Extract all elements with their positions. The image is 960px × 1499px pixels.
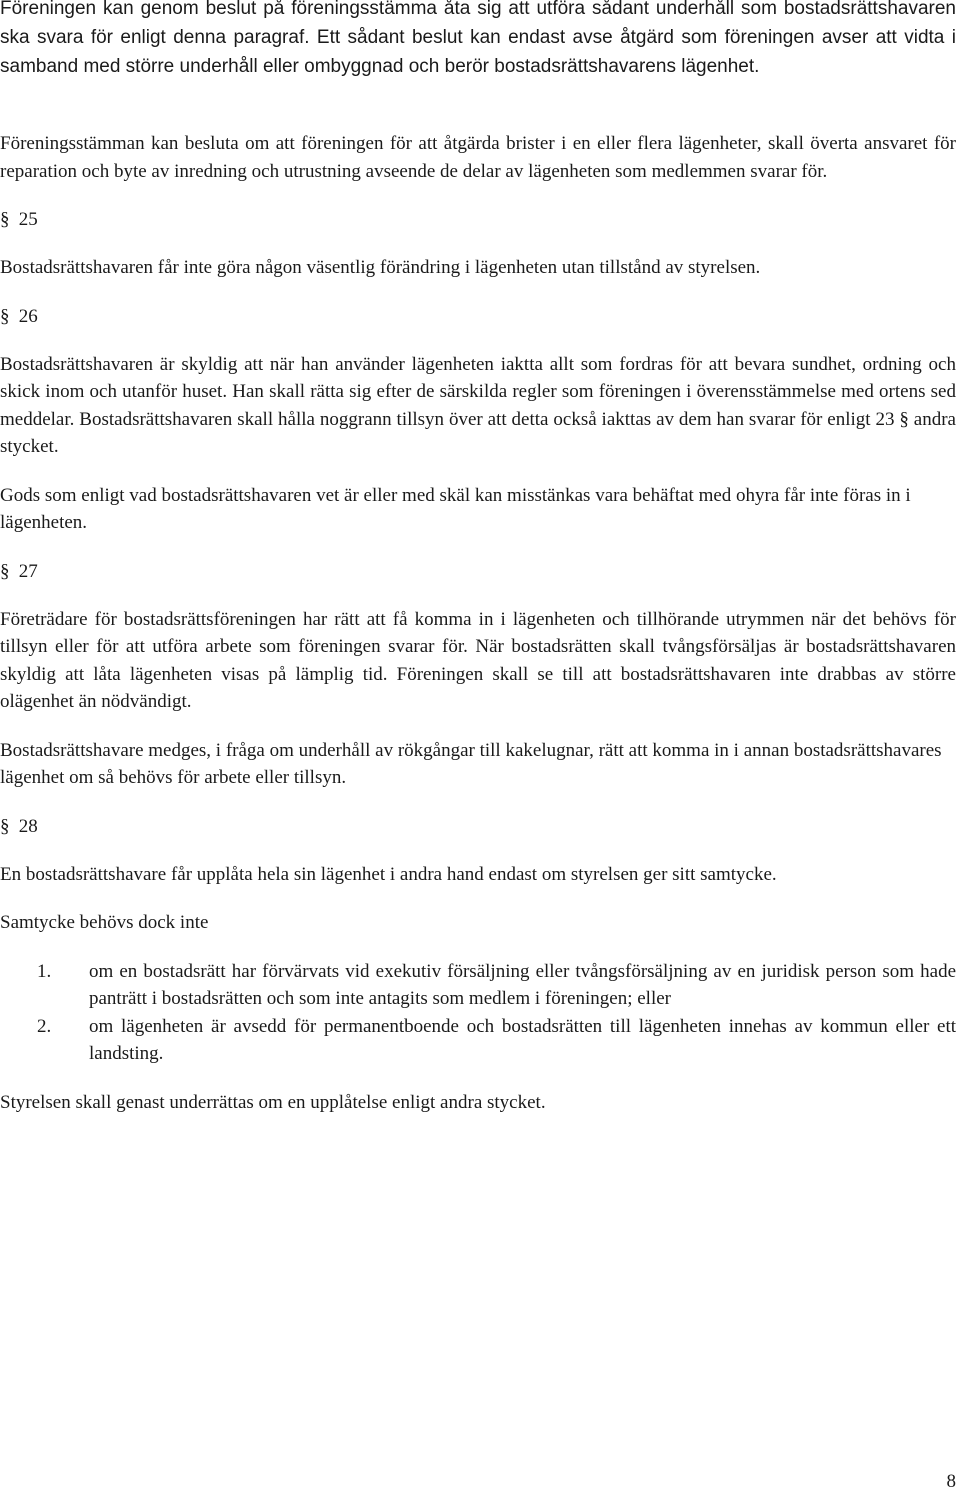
list-item bbox=[0, 1013, 956, 1068]
section-26-paragraph-2: Gods som enligt vad bostadsrättshavaren vet är eller med skäl kan misstänkas vara behäftat med ohyra får inte föras in i lägenheten. bbox=[0, 484, 911, 533]
section-28-paragraph-1: En bostadsrättshavare får upplåta hela sin lägenhet i andra hand endast om styrelsen ger sitt samtycke. bbox=[0, 863, 777, 885]
paragraph-responsibility: Föreningsstämman kan besluta om att föreningen för att åtgärda brister i en eller flera lägenheter, skall överta ansvaret för reparation och byte av inredning och utrustning avseende de delar av lägenheten som medlemmen svarar för. bbox=[0, 133, 956, 182]
section-symbol: § bbox=[0, 305, 10, 327]
section-27-paragraph-1: Företrädare för bostadsrättsföreningen har rätt att få komma in i lägenheten och tillhörande utrymmen när det behövs för tillsyn eller för att utföra arbete som föreningen svarar för. När bostadsrätten skall tvångsförsäljas är bostadsrättshavaren skyldig att låta lägenheten visas på lämplig tid. Föreningen skall se till att bostadsrättshavaren inte drabbas av större olägenhet än nödvändigt. bbox=[0, 608, 956, 712]
page-number: 8 bbox=[946, 1471, 956, 1492]
section-25-paragraph: Bostadsrättshavaren får inte göra någon väsentlig förändring i lägenheten utan tillstånd av styrelsen. bbox=[0, 257, 761, 278]
section-26-paragraph-1: Bostadsrättshavaren är skyldig att när han använder lägenheten iaktta allt som fordras för att bevara sundhet, ordning och skick inom och utanför huset. Han skall rätta sig efter de särskilda regler som föreningen i överensstämmelse med ortens sed meddelar. Bostadsrättshavaren skall hålla noggrann tillsyn över att detta också iakttas av dem han svarar för enligt 23 § andra stycket. bbox=[0, 353, 956, 457]
list-item-number: 1. bbox=[37, 960, 52, 982]
document-body bbox=[0, 130, 956, 1137]
section-heading-27 bbox=[0, 558, 956, 585]
section-number: 28 bbox=[18, 815, 38, 837]
section-number: 27 bbox=[18, 560, 38, 582]
list-item-text: om lägenheten är avsedd för permanentboende och bostadsrätten till lägenheten innehas av kommun eller ett landsting. bbox=[89, 1015, 956, 1064]
section-number: 26 bbox=[18, 305, 38, 327]
section-28-paragraph-3: Styrelsen skall genast underrättas om en upplåtelse enligt andra stycket. bbox=[0, 1091, 546, 1113]
section-symbol: § bbox=[0, 560, 10, 582]
section-28-paragraph-2: Samtycke behövs dock inte bbox=[0, 912, 209, 933]
list-item bbox=[0, 958, 956, 1013]
intro-paragraph: Föreningen kan genom beslut på föreningsstämma åta sig att utföra sådant underhåll som bostadsrättshavaren ska svara för enligt denna paragraf. Ett sådant beslut kan endast avse åtgärd som föreningen avser att vidta i samband med större underhåll eller ombyggnad och berör bostadsrättshavarens lägenhet. bbox=[0, 0, 956, 77]
section-symbol: § bbox=[0, 209, 10, 230]
exception-list bbox=[0, 958, 956, 1068]
section-number: 25 bbox=[18, 209, 38, 230]
section-heading-26 bbox=[0, 303, 956, 330]
section-heading-25 bbox=[0, 206, 956, 233]
list-item-text: om en bostadsrätt har förvärvats vid exekutiv försäljning eller tvångsförsäljning av en juridisk person som hade panträtt i bostadsrätten och som inte antagits som medlem i föreningen; eller bbox=[89, 960, 956, 1009]
section-heading-28 bbox=[0, 813, 956, 840]
list-item-number: 2. bbox=[37, 1015, 52, 1037]
section-symbol: § bbox=[0, 815, 10, 837]
section-27-paragraph-2: Bostadsrättshavare medges, i fråga om underhåll av rökgångar till kakelugnar, rätt att komma in i annan bostadsrättshavares lägenhet om så behövs för arbete eller tillsyn. bbox=[0, 739, 942, 788]
